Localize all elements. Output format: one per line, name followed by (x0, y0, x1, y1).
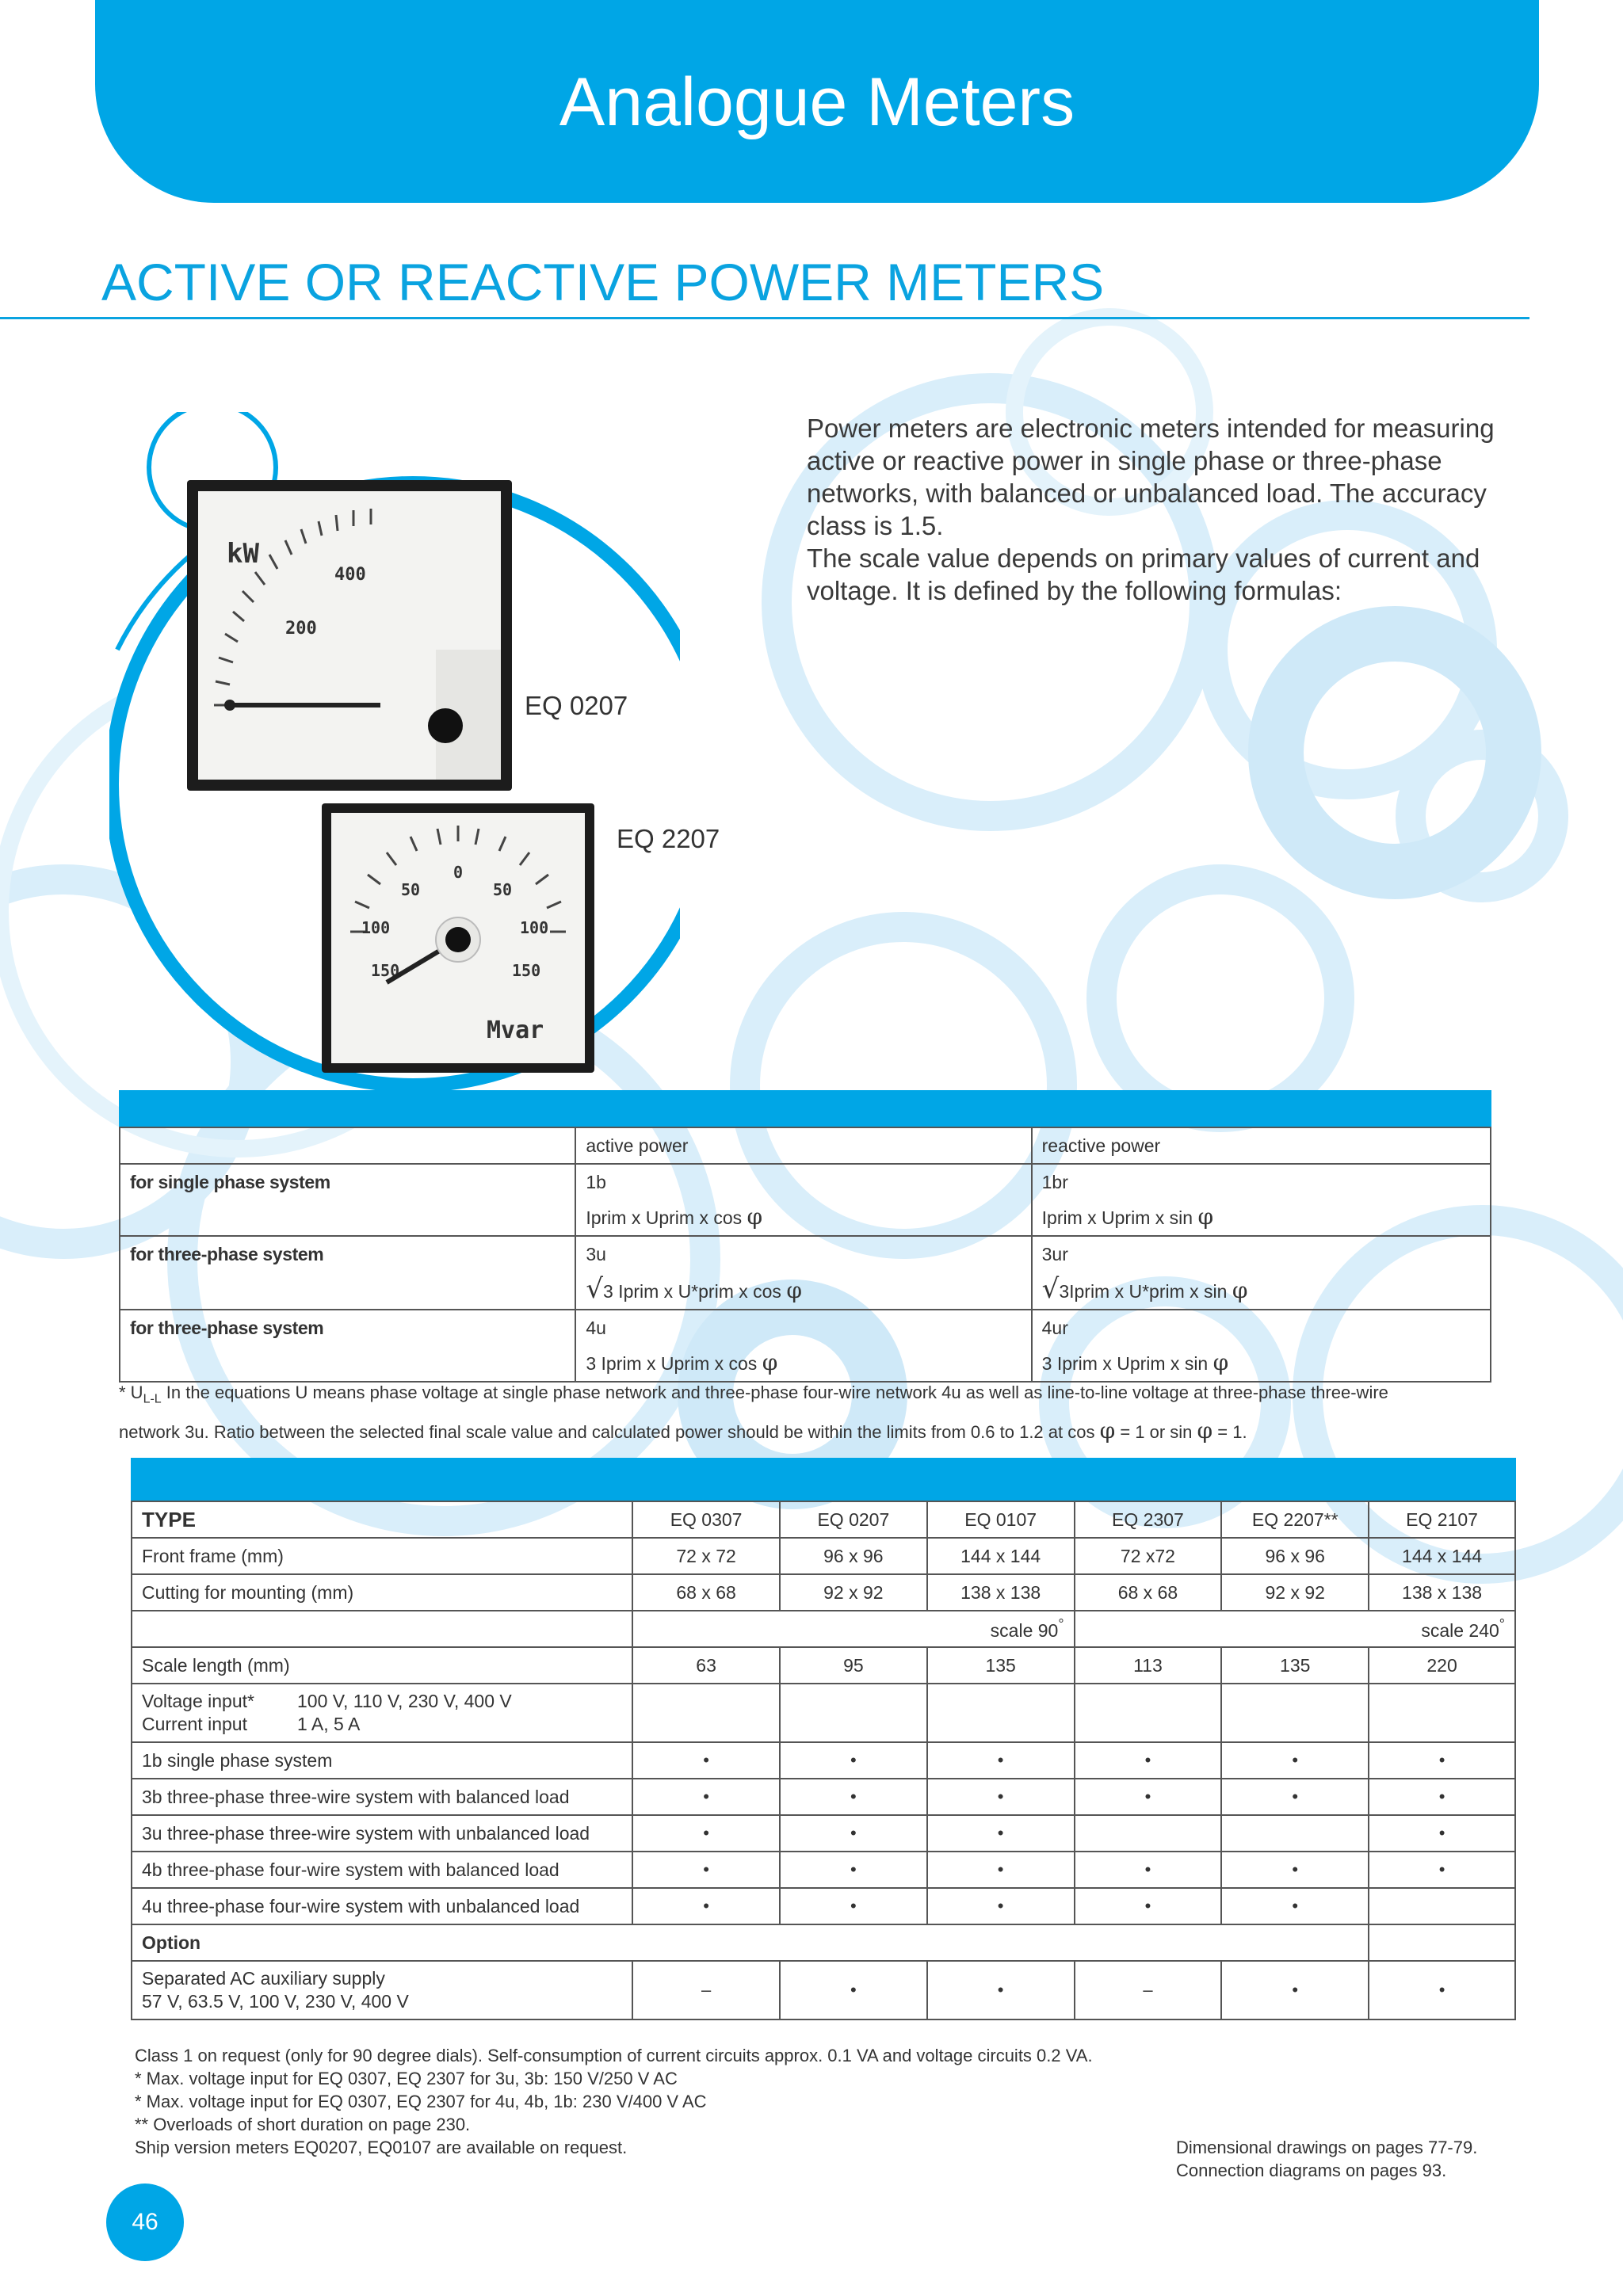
reference-connection-diagrams: Connection diagrams on pages 93. (1176, 2161, 1447, 2180)
system-row (132, 1815, 1515, 1852)
formula-row (120, 1236, 1491, 1310)
availability-mark: • (927, 1888, 1075, 1924)
table-cell-empty (132, 1611, 632, 1647)
availability-mark: • (632, 1779, 780, 1815)
aux-supply-row (132, 1961, 1515, 2019)
formula-reactive-expression: 3 Iprim x Uprim x sin φ (1041, 1349, 1229, 1375)
formula-row-label: for single phase system (120, 1164, 575, 1236)
option-row (132, 1924, 1515, 1961)
scale-240-cell: scale 240° (1075, 1611, 1515, 1647)
table-cell: 144 x 144 (927, 1538, 1075, 1574)
type-table (131, 1501, 1516, 2020)
cutting-label: Cutting for mounting (mm) (132, 1574, 632, 1611)
table-cell-empty (927, 1684, 1075, 1742)
availability-mark: • (927, 1852, 1075, 1888)
table-cell: 68 x 68 (1075, 1574, 1222, 1611)
system-row (132, 1779, 1515, 1815)
availability-mark: • (1369, 1815, 1515, 1852)
phi-symbol: φ (1197, 1203, 1214, 1230)
formula-row (120, 1164, 1491, 1236)
availability-mark: • (927, 1815, 1075, 1852)
formula-header-empty (120, 1127, 575, 1164)
formula-active-expression: Iprim x Uprim x cos φ (586, 1203, 763, 1230)
formula-reactive-code: 3ur (1041, 1244, 1068, 1264)
formula-active-cell (575, 1236, 1031, 1310)
cutting-row (132, 1574, 1515, 1611)
table-cell-empty (1369, 1924, 1515, 1961)
formula-reactive-cell (1032, 1164, 1491, 1236)
meter-eq0207-image (187, 480, 512, 791)
availability-mark: • (1369, 1742, 1515, 1779)
type-cell: EQ 0207 (780, 1501, 927, 1538)
input-row (132, 1684, 1515, 1742)
intro-paragraph-1: Power meters are electronic meters intended for measuring active or reactive power in single phase or three-phase networks, with balanced or unbalanced load. The accuracy class is 1.5. (807, 414, 1495, 540)
table-cell: 96 x 96 (1221, 1538, 1369, 1574)
formula-table-header-row (120, 1127, 1491, 1164)
note-line: ** Overloads of short duration on page 230. (135, 2115, 471, 2134)
availability-mark: • (632, 1815, 780, 1852)
availability-mark: • (1075, 1742, 1222, 1779)
meter-eq2207-image (322, 803, 594, 1073)
phi-symbol: φ (1212, 1349, 1229, 1375)
scale-row (132, 1611, 1515, 1647)
availability-mark: • (632, 1742, 780, 1779)
sqrt-symbol: √ (586, 1273, 603, 1305)
availability-mark (1075, 1815, 1222, 1852)
sqrt-symbol: √ (1041, 1273, 1060, 1305)
type-cell: EQ 2207** (1221, 1501, 1369, 1538)
formula-table (119, 1127, 1491, 1383)
table-cell-empty (780, 1684, 927, 1742)
availability-mark: • (1369, 1961, 1515, 2019)
phi-symbol: φ (786, 1277, 802, 1303)
section-title: ACTIVE OR REACTIVE POWER METERS (101, 253, 1105, 311)
note-line: Ship version meters EQ0207, EQ0107 are available on request. (135, 2138, 628, 2157)
type-cell: EQ 2307 (1075, 1501, 1222, 1538)
availability-mark: • (1221, 1779, 1369, 1815)
front-frame-label: Front frame (mm) (132, 1538, 632, 1574)
section-divider (0, 317, 1529, 319)
scale-length-row (132, 1647, 1515, 1684)
table-cell: 68 x 68 (632, 1574, 780, 1611)
availability-mark (1221, 1815, 1369, 1852)
availability-mark: • (780, 1961, 927, 2019)
footnote-subscript: L-L (143, 1392, 162, 1406)
table-cell-empty (1221, 1684, 1369, 1742)
scale-90-cell: scale 90° (632, 1611, 1074, 1647)
availability-mark: • (1221, 1961, 1369, 2019)
type-table-header-band (131, 1458, 1516, 1501)
table-cell: 138 x 138 (927, 1574, 1075, 1611)
meter-1-tick-200: 200 (285, 619, 317, 639)
table-cell: 138 x 138 (1369, 1574, 1515, 1611)
formula-row-label: for three-phase system (120, 1310, 575, 1382)
table-cell-empty (632, 1684, 780, 1742)
availability-mark: • (1221, 1852, 1369, 1888)
formula-footnote: * $U_{L-L}$ In the equations U means phase voltage at single phase network and three-phase four-wire network 4u as well as line-to-line voltage at three-phase three-wire network 3u. Ratio between the selected final scale value and calculated power should be within the limits from 0.6 to 1.2 at cos φ = 1 or sin φ = 1. (119, 1383, 1388, 1444)
option-label: Option (132, 1924, 1369, 1961)
meter-1-unit: kW (227, 538, 259, 570)
availability-mark (1369, 1888, 1515, 1924)
availability-mark: • (1221, 1742, 1369, 1779)
availability-mark: – (1075, 1961, 1222, 2019)
note-line: Class 1 on request (only for 90 degree dials). Self-consumption of current circuits approx. 0.1 VA and voltage circuits 0.2 VA. (135, 2046, 1093, 2065)
table-cell: 135 (927, 1647, 1075, 1684)
formula-reactive-cell (1032, 1310, 1491, 1382)
availability-mark: • (780, 1815, 927, 1852)
availability-mark: • (1221, 1888, 1369, 1924)
meter-2-tick-left-50: 50 (401, 880, 421, 899)
meter-2-tick-right-50: 50 (493, 880, 513, 899)
meter-2-tick-right-100: 100 (520, 918, 549, 937)
table-cell: 92 x 92 (780, 1574, 927, 1611)
formula-active-code: 1b (586, 1172, 606, 1192)
table-cell: 135 (1221, 1647, 1369, 1684)
formula-header-reactive: reactive power (1032, 1127, 1491, 1164)
type-cell: EQ 0307 (632, 1501, 780, 1538)
availability-mark: • (1075, 1888, 1222, 1924)
current-input-value: 1 A, 5 A (297, 1714, 361, 1734)
table-cell: 72 x 72 (632, 1538, 780, 1574)
formula-table-header-band (119, 1090, 1491, 1127)
meter-1-tick-400: 400 (334, 565, 366, 585)
front-frame-row (132, 1538, 1515, 1574)
type-row (132, 1501, 1515, 1538)
intro-paragraph-2: The scale value depends on primary values of current and voltage. It is defined by the following formulas: (807, 543, 1480, 605)
table-cell: 220 (1369, 1647, 1515, 1684)
formula-row-label: for three-phase system (120, 1236, 575, 1310)
table-cell-empty (1075, 1684, 1222, 1742)
table-cell: 144 x 144 (1369, 1538, 1515, 1574)
availability-mark: • (780, 1742, 927, 1779)
phi-symbol: φ (762, 1349, 778, 1375)
table-cell: 95 (780, 1647, 927, 1684)
availability-mark: • (1369, 1779, 1515, 1815)
notes (135, 2044, 1244, 2159)
page-number: 46 (106, 2183, 184, 2261)
formula-reactive-cell (1032, 1236, 1491, 1310)
formula-reactive-expression: √3Iprim x U*prim x sin φ (1041, 1273, 1248, 1305)
meter-2-tick-left-100: 100 (361, 918, 391, 937)
note-line: * Max. voltage input for EQ 0307, EQ 2307 for 4u, 4b, 1b: 230 V/400 V AC (135, 2092, 707, 2111)
formula-active-expression: √3 Iprim x U*prim x cos φ (586, 1273, 802, 1305)
current-input-label: Current input (142, 1714, 247, 1734)
formula-active-code: 4u (586, 1318, 606, 1338)
phi-symbol: φ (1232, 1277, 1248, 1303)
availability-mark: • (780, 1888, 927, 1924)
type-label: TYPE (132, 1501, 632, 1538)
formula-header-active: active power (575, 1127, 1031, 1164)
reference-dimensional-drawings: Dimensional drawings on pages 77-79. (1176, 2138, 1478, 2157)
system-label: 4b three-phase four-wire system with balanced load (132, 1852, 632, 1888)
table-cell: 113 (1075, 1647, 1222, 1684)
voltage-input-label: Voltage input* (142, 1691, 254, 1711)
availability-mark: • (780, 1852, 927, 1888)
system-row (132, 1888, 1515, 1924)
note-line: * Max. voltage input for EQ 0307, EQ 2307 for 3u, 3b: 150 V/250 V AC (135, 2069, 678, 2088)
meter-2-tick-0: 0 (453, 863, 464, 882)
aux-supply-label: Separated AC auxiliary supply 57 V, 63.5 V, 100 V, 230 V, 400 V (132, 1961, 632, 2019)
page-title: Analogue Meters (559, 64, 1075, 140)
formula-row (120, 1310, 1491, 1382)
input-label-cell (132, 1684, 632, 1742)
availability-mark: • (1369, 1852, 1515, 1888)
formula-reactive-expression: Iprim x Uprim x sin φ (1041, 1203, 1214, 1230)
meter-2-tick-left-150: 150 (371, 961, 400, 980)
formula-reactive-code: 4ur (1041, 1318, 1068, 1338)
availability-mark: • (632, 1852, 780, 1888)
table-cell: 96 x 96 (780, 1538, 927, 1574)
product-label-eq2207: EQ 2207 (617, 824, 720, 853)
page-references (1176, 2136, 1477, 2182)
formula-active-expression: 3 Iprim x Uprim x cos φ (586, 1349, 778, 1375)
table-cell: 72 x72 (1075, 1538, 1222, 1574)
table-cell-empty (1369, 1684, 1515, 1742)
meter-2-unit: Mvar (487, 1016, 544, 1044)
system-row (132, 1852, 1515, 1888)
phi-symbol: φ (747, 1203, 763, 1230)
type-cell: EQ 0107 (927, 1501, 1075, 1538)
availability-mark: • (1075, 1779, 1222, 1815)
formula-active-cell (575, 1164, 1031, 1236)
product-label-eq0207: EQ 0207 (525, 691, 628, 720)
formula-active-code: 3u (586, 1244, 606, 1264)
availability-mark: • (927, 1742, 1075, 1779)
voltage-input-value: 100 V, 110 V, 230 V, 400 V (297, 1691, 512, 1711)
availability-mark: • (927, 1779, 1075, 1815)
availability-mark: – (632, 1961, 780, 2019)
formula-active-cell (575, 1310, 1031, 1382)
type-cell: EQ 2107 (1369, 1501, 1515, 1538)
intro-text (807, 412, 1496, 607)
availability-mark: • (927, 1961, 1075, 2019)
system-label: 4u three-phase four-wire system with unbalanced load (132, 1888, 632, 1924)
system-label: 3u three-phase three-wire system with unbalanced load (132, 1815, 632, 1852)
scale-length-label: Scale length (mm) (132, 1647, 632, 1684)
table-cell: 63 (632, 1647, 780, 1684)
system-row (132, 1742, 1515, 1779)
meter-2-tick-right-150: 150 (512, 961, 541, 980)
availability-mark: • (1075, 1852, 1222, 1888)
formula-reactive-code: 1br (1041, 1172, 1068, 1192)
system-label: 1b single phase system (132, 1742, 632, 1779)
system-label: 3b three-phase three-wire system with balanced load (132, 1779, 632, 1815)
table-cell: 92 x 92 (1221, 1574, 1369, 1611)
availability-mark: • (780, 1779, 927, 1815)
availability-mark: • (632, 1888, 780, 1924)
